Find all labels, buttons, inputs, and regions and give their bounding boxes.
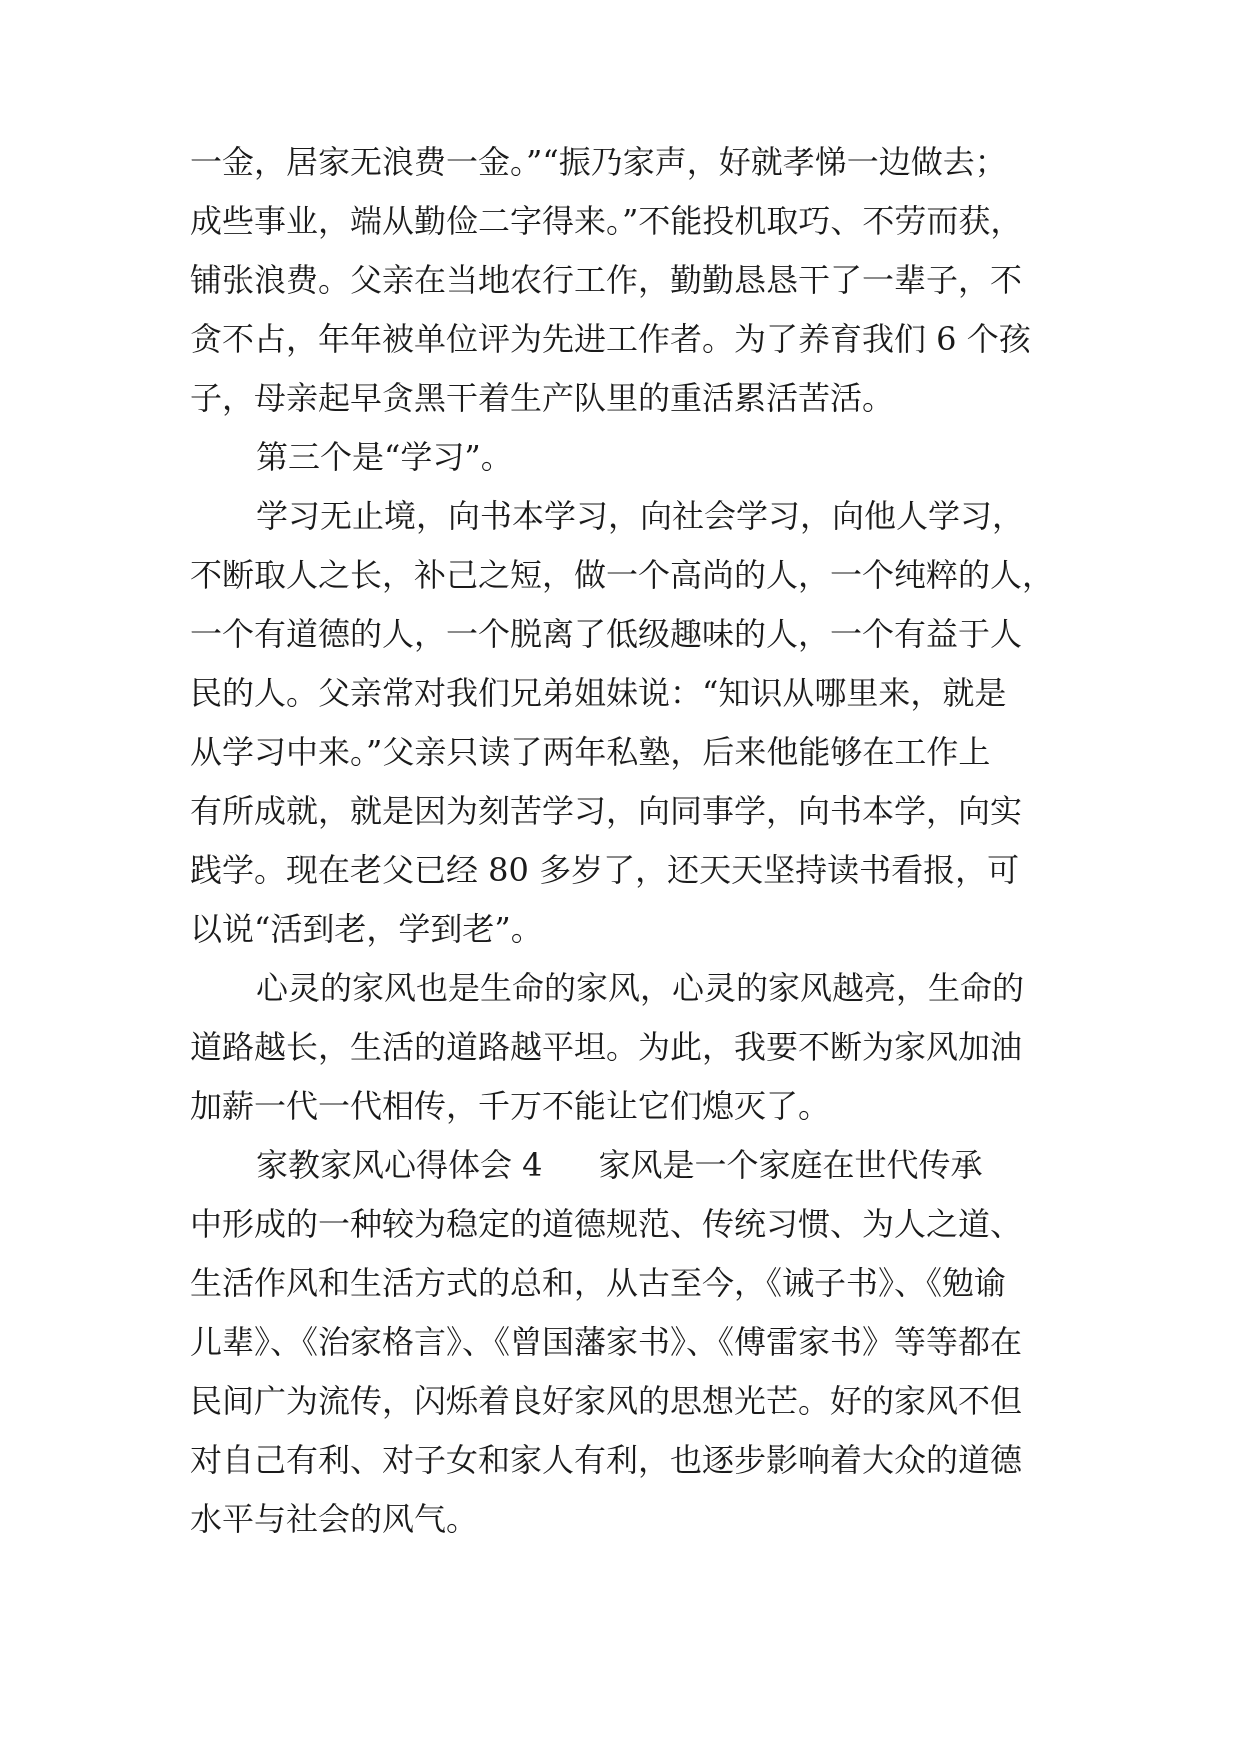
paragraph-4 — [190, 959, 1052, 1136]
text-line: 一金，居家无浪费一金。”“振乃家声，好就孝悌一边做去； — [190, 143, 1007, 181]
paragraph-5 — [190, 1136, 1052, 1549]
text-line: 中形成的一种较为稳定的道德规范、传统习惯、为人之道、 — [190, 1205, 1023, 1243]
text-line: 生活作风和生活方式的总和，从古至今，《诫子书》、《勉谕 — [190, 1264, 1007, 1302]
body-text — [190, 133, 1055, 1549]
text-line: 加薪一代一代相传，千万不能让它们熄灭了。 — [190, 1087, 831, 1125]
text-line: 以说“活到老，学到老”。 — [190, 910, 543, 948]
text-line: 第三个是“学习”。 — [256, 438, 513, 476]
text-line: 一个有道德的人，一个脱离了低级趣味的人，一个有益于人 — [190, 615, 1023, 653]
text-line: 民的人。父亲常对我们兄弟姐妹说：“知识从哪里来，就是 — [190, 674, 1007, 712]
text-line: 心灵的家风也是生命的家风，心灵的家风越亮，生命的 — [256, 969, 1025, 1007]
text-line: 成些事业，端从勤俭二字得来。”不能投机取巧、不劳而获， — [190, 202, 1023, 240]
paragraph-2 — [190, 428, 1052, 487]
text-line: 贪不占，年年被单位评为先进工作者。为了养育我们 6 个孩 — [190, 320, 1031, 358]
text-line: 有所成就，就是因为刻苦学习，向同事学，向书本学，向实 — [190, 792, 1023, 830]
text-line: 学习无止境，向书本学习，向社会学习，向他人学习， — [256, 497, 1025, 535]
text-line: 不断取人之长，补己之短，做一个高尚的人，一个纯粹的人， — [190, 556, 1055, 594]
paragraph-1 — [190, 133, 1052, 428]
text-line: 儿辈》、《治家格言》、《曾国藩家书》、《傅雷家书》等等都在 — [190, 1323, 1023, 1361]
text-line: 从学习中来。”父亲只读了两年私塾，后来他能够在工作上 — [190, 733, 991, 771]
section-heading: 家教家风心得体会 4 — [256, 1146, 543, 1184]
text-line: 家教家风心得体会 4 家风是一个家庭在世代传承 — [190, 1136, 1052, 1195]
text-line: 践学。现在老父已经 80 多岁了，还天天坚持读书看报，可 — [190, 851, 1020, 889]
paragraph-3 — [190, 487, 1055, 959]
text-line: 民间广为流传，闪烁着良好家风的思想光芒。好的家风不但 — [190, 1382, 1023, 1420]
text-line: 对自己有利、对子女和家人有利，也逐步影响着大众的道德 — [190, 1441, 1023, 1479]
text-line: 铺张浪费。父亲在当地农行工作，勤勤恳恳干了一辈子，不 — [190, 261, 1023, 299]
text-line: 子，母亲起早贪黑干着生产队里的重活累活苦活。 — [190, 379, 895, 417]
text-line: 道路越长，生活的道路越平坦。为此，我要不断为家风加油 — [190, 1028, 1023, 1066]
text-line: 水平与社会的风气。 — [190, 1500, 479, 1538]
